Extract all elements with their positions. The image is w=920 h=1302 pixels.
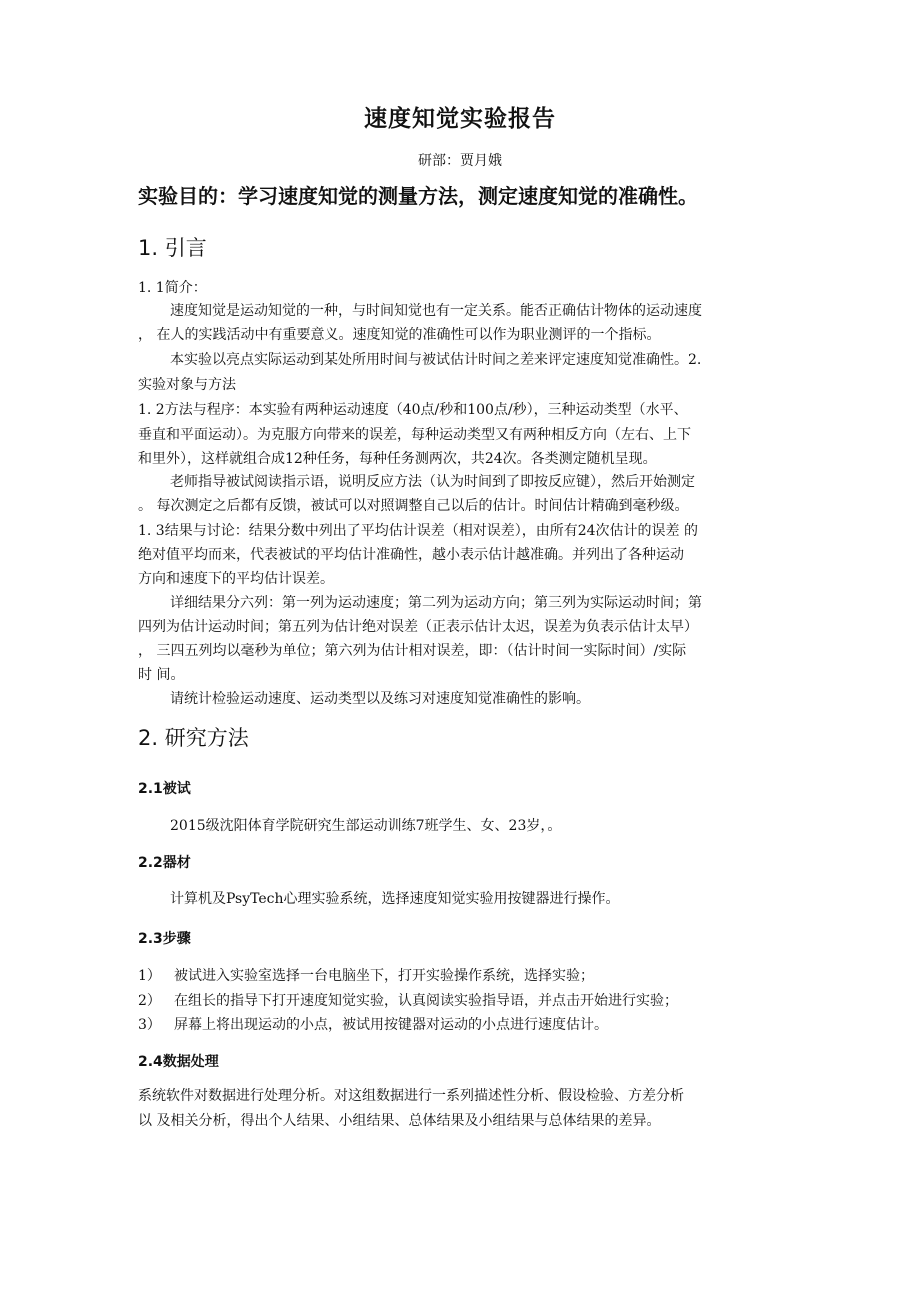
section-heading-intro: 1. 引言 xyxy=(138,236,207,260)
paragraph-line: 1. 2方法与程序：本实验有两种运动速度（40点/秒和100点/秒），三种运动类型（水平、 xyxy=(138,402,688,418)
paragraph-line: 老师指导被试阅读指示语，说明反应方法（认为时间到了即按反应键），然后开始测定 xyxy=(170,474,695,490)
document-title: 速度知觉实验报告 xyxy=(364,105,556,132)
step-text: 屏幕上将出现运动的小点，被试用按键器对运动的小点进行速度估计。 xyxy=(174,1017,608,1033)
paragraph-line: 详细结果分六列：第一列为运动速度；第二列为运动方向；第三列为实际运动时间；第 xyxy=(170,595,702,611)
procedure-step xyxy=(138,991,798,1011)
paragraph-line: 请统计检验运动速度、运动类型以及练习对速度知觉准确性的影响。 xyxy=(170,691,590,707)
procedure-step xyxy=(138,966,798,986)
step-number: 3） xyxy=(138,1017,161,1033)
paragraph-line: 速度知觉是运动知觉的一种，与时间知觉也有一定关系。能否正确估计物体的运动速度 xyxy=(170,303,702,319)
paragraph-line: 时 间。 xyxy=(138,667,185,683)
experiment-purpose: 实验目的：学习速度知觉的测量方法，测定速度知觉的准确性。 xyxy=(138,184,698,208)
paragraph-line: 本实验以亮点实际运动到某处所用时间与被试估计时间之差来评定速度知觉准确性。2. xyxy=(170,352,702,368)
subsection-heading-equipment: 2.2器材 xyxy=(138,855,191,871)
subsection-heading-procedure: 2.3步骤 xyxy=(138,931,191,947)
step-number: 1） xyxy=(138,968,161,984)
paragraph-line: 方向和速度下的平均估计误差。 xyxy=(138,571,334,587)
paragraph-line: 垂直和平面运动）。为克服方向带来的误差，每种运动类型又有两种相反方向（左右、上下 xyxy=(138,427,691,443)
procedure-step xyxy=(138,1015,798,1035)
paragraph-line: 系统软件对数据进行处理分析。对这组数据进行一系列描述性分析、假设检验、方差分析 xyxy=(138,1088,684,1104)
paragraph-line: 1. 3结果与讨论：结果分数中列出了平均估计误差（相对误差），由所有24次估计的误差 的 xyxy=(138,523,698,539)
step-text: 在组长的指导下打开速度知觉实验，认真阅读实验指导语，并点击开始进行实验； xyxy=(174,993,678,1009)
subjects-text: 2015级沈阳体育学院研究生部运动训练7班学生、女、23岁，。 xyxy=(170,818,562,834)
paragraph-line: ， 三四五列均以毫秒为单位；第六列为估计相对误差，即：（估计时间一实际时间）/实际 xyxy=(138,643,687,659)
author-line: 研部：贾月娥 xyxy=(418,153,502,169)
paragraph-line: 实验对象与方法 xyxy=(138,377,236,393)
subsection-heading-subjects: 2.1被试 xyxy=(138,781,191,797)
equipment-text: 计算机及PsyTech心理实验系统，选择速度知觉实验用按键器进行操作。 xyxy=(170,891,620,907)
step-text: 被试进入实验室选择一台电脑坐下，打开实验操作系统，选择实验； xyxy=(174,968,594,984)
paragraph-line: 和里外），这样就组合成12种任务，每种任务测两次，共24次。各类测定随机呈现。 xyxy=(138,451,657,467)
paragraph-line: 绝对值平均而来，代表被试的平均估计准确性，越小表示估计越准确。并列出了各种运动 xyxy=(138,547,684,563)
section-heading-methods: 2. 研究方法 xyxy=(138,726,249,750)
paragraph-line: 以 及相关分析，得出个人结果、小组结果、总体结果及小组结果与总体结果的差异。 xyxy=(138,1113,661,1129)
paragraph-line: 四列为估计运动时间；第五列为估计绝对误差（正表示估计太迟，误差为负表示估计太早） xyxy=(138,619,698,635)
subsection-heading-data-processing: 2.4数据处理 xyxy=(138,1054,219,1070)
paragraph-line: ， 在人的实践活动中有重要意义。速度知觉的准确性可以作为职业测评的一个指标。 xyxy=(138,327,661,343)
paragraph-line: 1. 1简介： xyxy=(138,280,207,296)
paragraph-line: 。 每次测定之后都有反馈，被试可以对照调整自己以后的估计。时间估计精确到毫秒级。 xyxy=(138,498,689,514)
step-number: 2） xyxy=(138,993,161,1009)
